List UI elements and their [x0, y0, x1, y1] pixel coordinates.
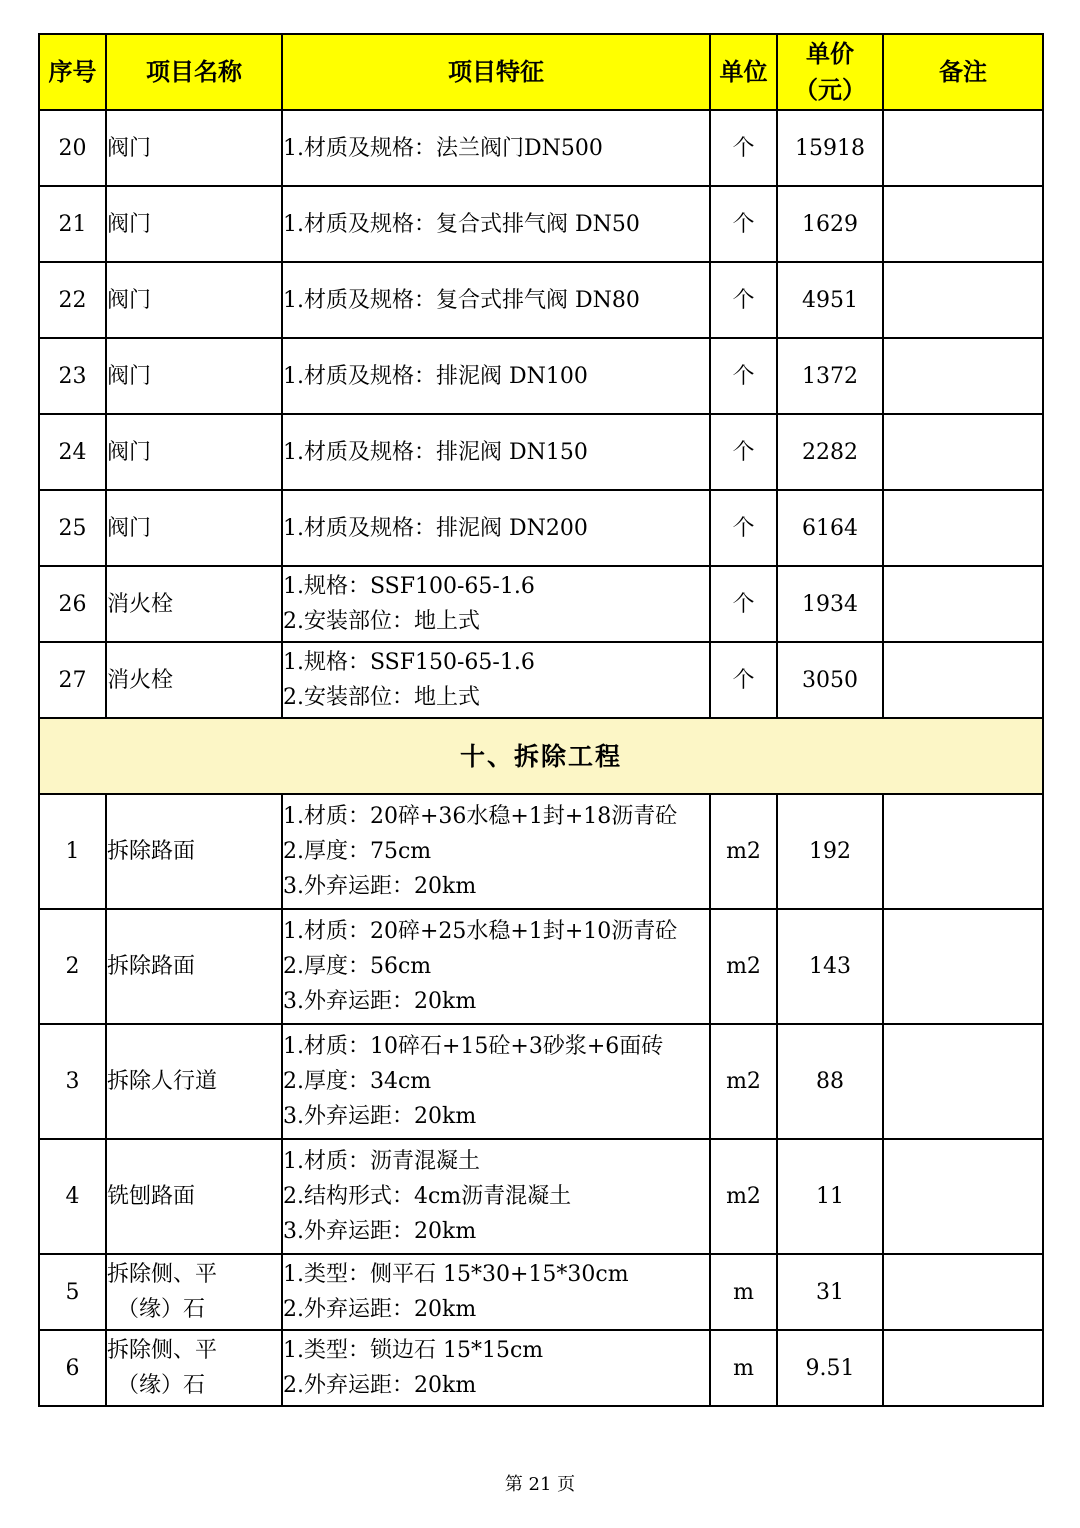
table-row: [39, 338, 1043, 414]
row-seq: 25: [39, 490, 106, 566]
row-feature: [282, 909, 710, 1024]
feature-line: 3.外弃运距：20km: [283, 1219, 477, 1244]
name-line: 拆除侧、平: [107, 1262, 218, 1287]
row-seq: 20: [39, 110, 106, 186]
row-feature: [282, 490, 710, 566]
feature-line: 1.材质及规格：复合式排气阀 DN80: [283, 287, 640, 313]
feature-line: 2.结构形式：4cm沥青混凝土: [283, 1184, 572, 1209]
row-name: 阀门: [106, 262, 282, 338]
feature-line: 3.外弃运距：20km: [283, 989, 477, 1014]
row-name: 消火栓: [106, 642, 282, 718]
row-remark: [883, 262, 1043, 338]
row-remark: [883, 642, 1043, 718]
feature-line: 1.材质及规格：排泥阀 DN200: [283, 515, 588, 541]
row-feature: [282, 186, 710, 262]
feature-line: 1.材质：20碎+36水稳+1封+18沥青砼: [283, 804, 678, 829]
feature-line: 2.安装部位：地上式: [283, 609, 480, 634]
row-seq: 23: [39, 338, 106, 414]
row-seq: 2: [39, 909, 106, 1024]
price-table: [38, 33, 1044, 1407]
row-name: [106, 1139, 282, 1254]
feature-line: 1.材质：20碎+25水稳+1封+10沥青砼: [283, 919, 678, 944]
row-unit: m2: [710, 909, 777, 1024]
table-row: [39, 262, 1043, 338]
feature-line: 1.材质及规格：复合式排气阀 DN50: [283, 211, 640, 237]
row-unit: 个: [710, 262, 777, 338]
section-row: [39, 718, 1043, 794]
row-remark: [883, 490, 1043, 566]
feature-line: 2.外弃运距：20km: [283, 1297, 477, 1322]
row-unit: 个: [710, 110, 777, 186]
row-remark: [883, 1139, 1043, 1254]
row-feature: [282, 262, 710, 338]
header-row: [39, 34, 1043, 110]
feature-line: 2.厚度：75cm: [283, 839, 432, 864]
row-name: 阀门: [106, 490, 282, 566]
demolition-rows: [39, 794, 1043, 1406]
name-line: （缘）石: [117, 1373, 206, 1398]
header-price-line1: 单价: [806, 39, 854, 68]
name-line: 拆除路面: [107, 839, 196, 864]
table-row: [39, 794, 1043, 909]
row-unit: m2: [710, 1139, 777, 1254]
feature-line: 1.规格：SSF150-65-1.6: [283, 650, 535, 675]
row-seq: 27: [39, 642, 106, 718]
row-unit: m2: [710, 794, 777, 909]
row-feature: [282, 1330, 710, 1406]
row-feature: [282, 566, 710, 642]
table-row: [39, 642, 1043, 718]
feature-line: 1.材质：10碎石+15砼+3砂浆+6面砖: [283, 1034, 664, 1059]
row-feature: [282, 110, 710, 186]
row-price: 15918: [777, 110, 883, 186]
table-row: [39, 1024, 1043, 1139]
row-price: 2282: [777, 414, 883, 490]
row-name: 阀门: [106, 186, 282, 262]
section-title: 十、拆除工程: [39, 718, 1043, 794]
header-price-line2: （元）: [794, 75, 866, 104]
valve-rows: [39, 110, 1043, 718]
row-seq: 6: [39, 1330, 106, 1406]
feature-line: 1.规格：SSF100-65-1.6: [283, 574, 535, 599]
feature-line: 1.材质：沥青混凝土: [283, 1149, 480, 1174]
name-line: 拆除侧、平: [107, 1338, 218, 1363]
feature-line: 1.类型：锁边石 15*15cm: [283, 1338, 544, 1363]
row-remark: [883, 794, 1043, 909]
feature-line: 2.外弃运距：20km: [283, 1373, 477, 1398]
name-line: 铣刨路面: [107, 1184, 196, 1209]
header-remark: 备注: [883, 34, 1043, 110]
row-name: 阀门: [106, 338, 282, 414]
table-row: [39, 1139, 1043, 1254]
row-price: 1629: [777, 186, 883, 262]
row-seq: 5: [39, 1254, 106, 1330]
header-name: 项目名称: [106, 34, 282, 110]
table-row: [39, 909, 1043, 1024]
row-name: 阀门: [106, 110, 282, 186]
row-remark: [883, 1254, 1043, 1330]
row-unit: m2: [710, 1024, 777, 1139]
row-price: 3050: [777, 642, 883, 718]
row-unit: m: [710, 1254, 777, 1330]
row-feature: [282, 1139, 710, 1254]
table-row: [39, 1330, 1043, 1406]
row-price: 88: [777, 1024, 883, 1139]
feature-line: 2.厚度：34cm: [283, 1069, 432, 1094]
row-price: 6164: [777, 490, 883, 566]
header-feature: 项目特征: [282, 34, 710, 110]
row-remark: [883, 1330, 1043, 1406]
row-name: [106, 1254, 282, 1330]
row-unit: m: [710, 1330, 777, 1406]
name-line: 拆除路面: [107, 954, 196, 979]
row-seq: 1: [39, 794, 106, 909]
row-price: 31: [777, 1254, 883, 1330]
row-unit: 个: [710, 414, 777, 490]
row-feature: [282, 1024, 710, 1139]
row-remark: [883, 1024, 1043, 1139]
header-seq: 序号: [39, 34, 106, 110]
row-remark: [883, 110, 1043, 186]
row-unit: 个: [710, 566, 777, 642]
row-feature: [282, 1254, 710, 1330]
row-unit: 个: [710, 642, 777, 718]
row-name: 消火栓: [106, 566, 282, 642]
row-seq: 24: [39, 414, 106, 490]
header-price: [777, 34, 883, 110]
row-seq: 21: [39, 186, 106, 262]
row-remark: [883, 338, 1043, 414]
feature-line: 3.外弃运距：20km: [283, 874, 477, 899]
row-feature: [282, 794, 710, 909]
header-unit: 单位: [710, 34, 777, 110]
name-line: （缘）石: [117, 1297, 206, 1322]
table-row: [39, 490, 1043, 566]
row-unit: 个: [710, 186, 777, 262]
table-row: [39, 1254, 1043, 1330]
row-seq: 22: [39, 262, 106, 338]
row-name: [106, 909, 282, 1024]
row-name: 阀门: [106, 414, 282, 490]
feature-line: 3.外弃运距：20km: [283, 1104, 477, 1129]
row-price: 192: [777, 794, 883, 909]
row-remark: [883, 186, 1043, 262]
table-row: [39, 186, 1043, 262]
row-feature: [282, 414, 710, 490]
row-unit: 个: [710, 338, 777, 414]
row-remark: [883, 909, 1043, 1024]
row-price: 1934: [777, 566, 883, 642]
row-price: 4951: [777, 262, 883, 338]
row-price: 143: [777, 909, 883, 1024]
row-remark: [883, 566, 1043, 642]
row-seq: 3: [39, 1024, 106, 1139]
feature-line: 1.类型：侧平石 15*30+15*30cm: [283, 1262, 629, 1287]
row-name: [106, 1024, 282, 1139]
page-number: 第 21 页: [504, 1474, 576, 1495]
row-price: 1372: [777, 338, 883, 414]
row-seq: 4: [39, 1139, 106, 1254]
feature-line: 2.厚度：56cm: [283, 954, 432, 979]
name-line: 拆除人行道: [107, 1069, 218, 1094]
feature-line: 1.材质及规格：排泥阀 DN150: [283, 439, 588, 465]
row-price: 11: [777, 1139, 883, 1254]
table-row: [39, 566, 1043, 642]
row-feature: [282, 642, 710, 718]
table-row: [39, 110, 1043, 186]
row-seq: 26: [39, 566, 106, 642]
row-remark: [883, 414, 1043, 490]
section-body: [39, 718, 1043, 794]
table-row: [39, 414, 1043, 490]
feature-line: 1.材质及规格：排泥阀 DN100: [283, 363, 588, 389]
row-unit: 个: [710, 490, 777, 566]
row-feature: [282, 338, 710, 414]
row-price: 9.51: [777, 1330, 883, 1406]
row-name: [106, 1330, 282, 1406]
feature-line: 2.安装部位：地上式: [283, 685, 480, 710]
feature-line: 1.材质及规格：法兰阀门DN500: [283, 135, 603, 161]
row-name: [106, 794, 282, 909]
